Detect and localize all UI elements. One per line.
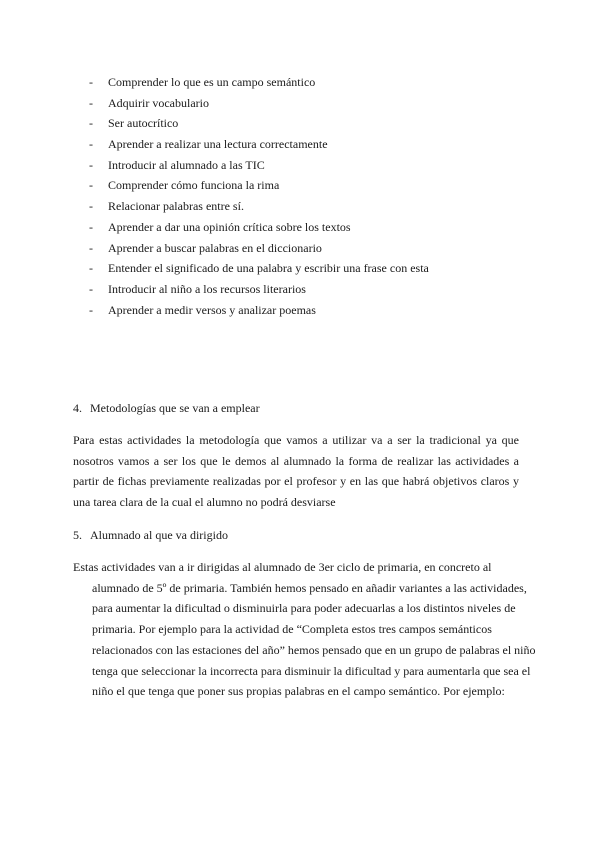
list-item-text: Entender el significado de una palabra y escribir una frase con esta — [108, 261, 429, 276]
section-4-title: Metodologías que se van a emplear — [90, 401, 260, 415]
list-item — [89, 72, 429, 93]
list-item-text: Ser autocrítico — [108, 116, 179, 131]
bullet-dash: - — [89, 219, 93, 234]
list-item-text: Aprender a realizar una lectura correctamente — [108, 137, 328, 152]
section-4-paragraph: Para estas actividades la metodología que vamos a utilizar va a ser la tradicional ya que nosotros vamos a ser los que le demos al alumnado la forma de realizar las actividades a partir de fichas previamente realizadas por el profesor y en las que habrá objetivos claros y una tarea clara de la cual el alumno no podrá desviarse — [73, 433, 519, 510]
list-item — [89, 175, 429, 196]
list-item — [89, 93, 429, 114]
bullet-dash: - — [89, 137, 93, 152]
list-item — [89, 279, 429, 300]
list-item-text: Comprender lo que es un campo semántico — [108, 75, 316, 89]
bullet-dash: - — [89, 261, 93, 276]
bullet-dash: - — [89, 281, 93, 296]
list-item — [89, 134, 429, 155]
bullet-dash: - — [89, 302, 93, 317]
bullet-dash: - — [89, 178, 93, 193]
section-5-heading — [73, 527, 228, 543]
bullet-dash: - — [89, 116, 93, 131]
section-5-paragraph: Estas actividades van a ir dirigidas al alumnado de 3er ciclo de primaria, en concreto al alumnado de 5º de primaria. También hemos pensado en añadir variantes a las actividades, para aumentar la dificultad o disminuirla para poder adecuarlas a los distintos niveles de primaria. Por ejemplo para la actividad de “Completa estos tres campos semánticos relacionados con las estaciones del año” hemos pensado que en un grupo de palabras el niño tenga que seleccionar la incorrecta para disminuir la dificultad y para aumentarla que sea el niño el que tenga que poner sus propias palabras en el campo semántico. Por ejemplo: — [73, 560, 536, 699]
bullet-dash: - — [89, 240, 93, 255]
list-item-text: Introducir al niño a los recursos literarios — [108, 281, 306, 296]
list-item-text: Comprender cómo funciona la rima — [108, 178, 280, 193]
list-item-text: Aprender a dar una opinión crítica sobre los textos — [108, 219, 351, 234]
list-item — [89, 113, 429, 134]
bullet-dash: - — [89, 75, 93, 89]
section-4-heading — [73, 400, 260, 416]
list-item-text: Aprender a medir versos y analizar poemas — [108, 302, 316, 317]
list-item — [89, 258, 429, 279]
list-item-text: Relacionar palabras entre sí. — [108, 199, 244, 214]
list-item — [89, 238, 429, 259]
objectives-list — [89, 72, 429, 320]
list-item-text: Aprender a buscar palabras en el diccionario — [108, 240, 322, 255]
list-item — [89, 196, 429, 217]
list-item — [89, 300, 429, 321]
list-item-text: Introducir al alumnado a las TIC — [108, 157, 265, 172]
section-4-number: 4. — [73, 401, 82, 415]
bullet-dash: - — [89, 199, 93, 214]
section-5-number: 5. — [73, 528, 82, 542]
bullet-dash: - — [89, 95, 93, 110]
list-item-text: Adquirir vocabulario — [108, 95, 209, 110]
section-5-title: Alumnado al que va dirigido — [90, 528, 228, 542]
list-item — [89, 155, 429, 176]
list-item — [89, 217, 429, 238]
bullet-dash: - — [89, 157, 93, 172]
